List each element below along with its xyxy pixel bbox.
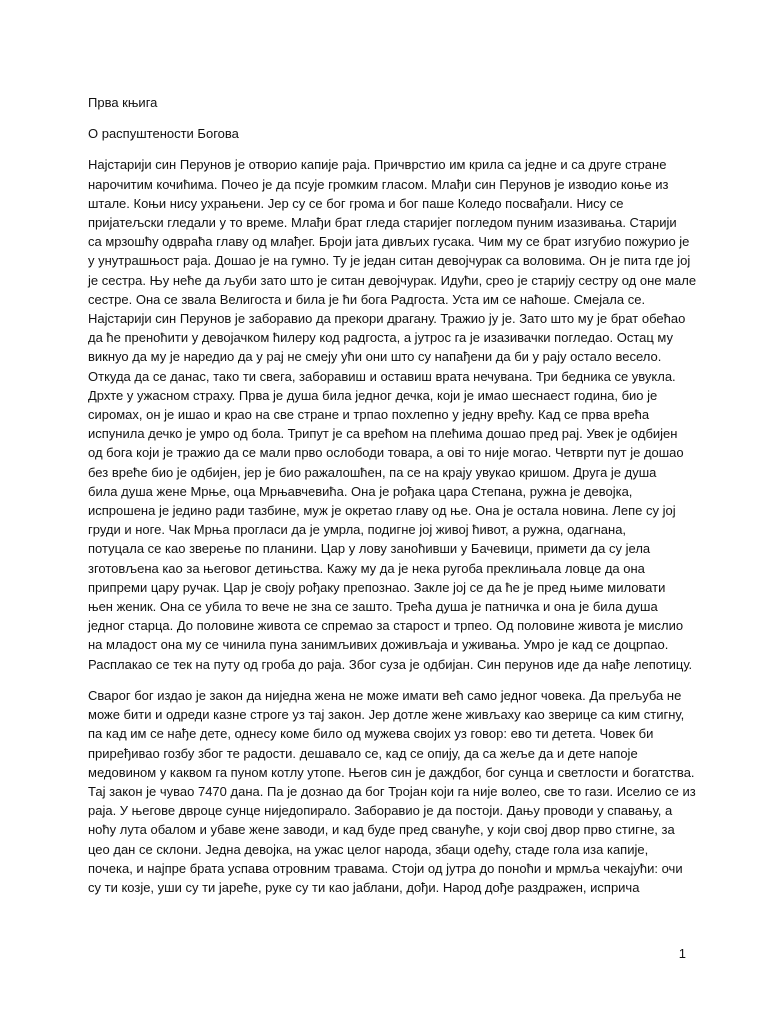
paragraph-line: Најстарији син Перунов је отворио капије раја. Причврстио им крила са једне и са друге стране [88,157,667,173]
paragraph-line: груди и ноге. Чак Мрња прогласи да је умрла, подигне јој живој ћивот, а ружна, одагнана, [88,522,627,538]
paragraph-line: Тај закон је чувао 7470 дана. Па је дознао да бог Тројан који га није волео, све то гази. Иселио се из [88,783,696,799]
paragraph-line: без вреће био је одбијен, јер је био ражалошћен, па се на крају увукао кришом. Друга је душа [88,464,657,480]
paragraph-line: нарочитим кочићима. Почео је да псује громким гласом. Млађи син Перунов је изводио коње из [88,176,669,192]
paragraph-line: са мрзошћу одвраћа главу од млађег. Броји јата дивљих гусака. Чим му се брат изгубио пожурио је [88,234,690,250]
chapter-title: О распуштености Богова [88,126,239,142]
paragraph-line: па кад им се нађе дете, однесу коме било од мужева својих уз говор: ево ти детета. Човек би [88,726,654,742]
paragraph-line: да ће преноћити у девојачком ћилеру код радгоста, а јутрос га је изазивачки погледао. Остац му [88,330,673,346]
paragraph-line: Сварог бог издао је закон да ниједна жена не може имати већ само једног човека. Да прељуба не [88,687,682,703]
paragraph-2 [88,686,696,897]
paragraph-line: приређивао гозбу због те радости. дешавало се, кад се опију, да са жеље да и дете напоје [88,745,638,761]
paragraph-line: медовином у каквом га пуном котлу утопе. Његов син је даждбог, бог сунца и светлости и богатства. [88,764,695,780]
paragraph-line: Најстарији син Перунов је заборавио да прекори драгану. Тражио ју је. Зато што му је брат обећао [88,311,686,327]
paragraph-line: од бога који је тражио да се мали прво ослободи товара, а ові то није могао. Четврти пут је дошао [88,445,684,461]
page-number: 1 [678,946,686,961]
paragraph-line: Расплакао се тек на путу од гроба до раја. Због суза је одбијан. Син перунов иде да нађе лепотицу. [88,656,693,672]
paragraph-line: сестре. Она се звала Велигоста и била је ћи бога Радгоста. Уста им се наћоше. Смејала се. [88,291,646,307]
paragraph-line: зготовљена као за његовог детињства. Кажу му да је нека ругоба преклињала ловце да она [88,560,645,576]
paragraph-line: на младост она му се чинила пуна занимљивих доживљаја и уживања. Умро је кад се доцрпао. [88,637,669,653]
paragraph-1 [88,155,697,673]
paragraph-line: ноћу лута обалом и убаве жене заводи, и кад буде пред свануће, у који свој двор прво стигне, за [88,822,675,838]
paragraph-line: пријатељски гледали у то време. Млађи брат гледа старијег погледом пуним изазивања. Старији [88,215,677,231]
paragraph-line: припреми цару ручак. Цар је своју рођаку препознао. Закле јој се да ће је пред њиме миловати [88,579,666,595]
paragraph-line: су ти козје, уши су ти јареће, руке су ти као јаблани, дођи. Народ дође раздражен, исприча [88,879,640,895]
paragraph-line: Дрхте у ужасном страху. Прва је душа била једног дечка, који је имао шеснаест година, био је [88,387,658,403]
document-body [88,93,697,909]
paragraph-line: у унутрашњост раја. Дошао је на гумно. Ту је један ситан девојчурак са воловима. Он је пита где јој [88,253,691,269]
paragraph-line: је сестра. Њу неће да љуби зато што је ситан девојчурак. Идући, среo је старију сестру од оне мале [88,272,697,288]
paragraph-line: може бити и одреди казне строге уз тај закон. Јер дотле жене живљаху као зверице са ким стигну, [88,707,685,723]
paragraph-line: почека, и најпре брата успава отровним травама. Стоји од јутра до поноћи и мрмља чекајући: очи [88,860,683,876]
paragraph-line: штале. Коњи нису ухрањени. Јер су се бог грома и бог паше Коледо посвађали. Нису се [88,195,624,211]
paragraph-line: раја. У његове дврoце сунце ниједопирало. Заборавио је да постоји. Дању проводи у спавању, а [88,803,673,819]
paragraph-line: Откуда да се данас, тако ти свега, заборавиш и оставиш врата нечувана. Три бедника се увукла. [88,368,676,384]
paragraph-line: цео дан се склони. Једна девојка, на ужас целог народа, збаци одећу, стаде гола иза капије, [88,841,649,857]
book-title: Прва књига [88,95,158,110]
paragraph-line: испрошена је једино ради тазбине, муж је окретао главу од ње. Она је остала новина. Лепе су јој [88,503,676,519]
paragraph-line: викнуо да му је наредио да у рај не смеју ући они што су напађени да би у рају остало весело. [88,349,662,365]
paragraph-line: потуцала се као зверење по планини. Цар у лову заноћивши у Бачевици, примети да су јела [88,541,651,557]
paragraph-line: једног старца. До половине живота се спремао за старост и трпео. Од половине живота је мислио [88,618,684,634]
paragraph-line: сиромах, он је ишао и крао на све стране и трпао похлепно у једну врећу. Кад се прва врећа [88,407,650,423]
paragraph-line: њен женик. Она се убила то вече не зна се зашто. Трећа душа је патничка и она је била душа [88,599,658,615]
paragraph-line: испунила дечко је умро од бола. Трипут је са врећом на плећима дошао пред рај. Увек је одбијен [88,426,678,442]
paragraph-line: била душа жене Мрње, оца Мрњавчевића. Она је рођака цара Степана, ружна је девојка, [88,483,633,499]
